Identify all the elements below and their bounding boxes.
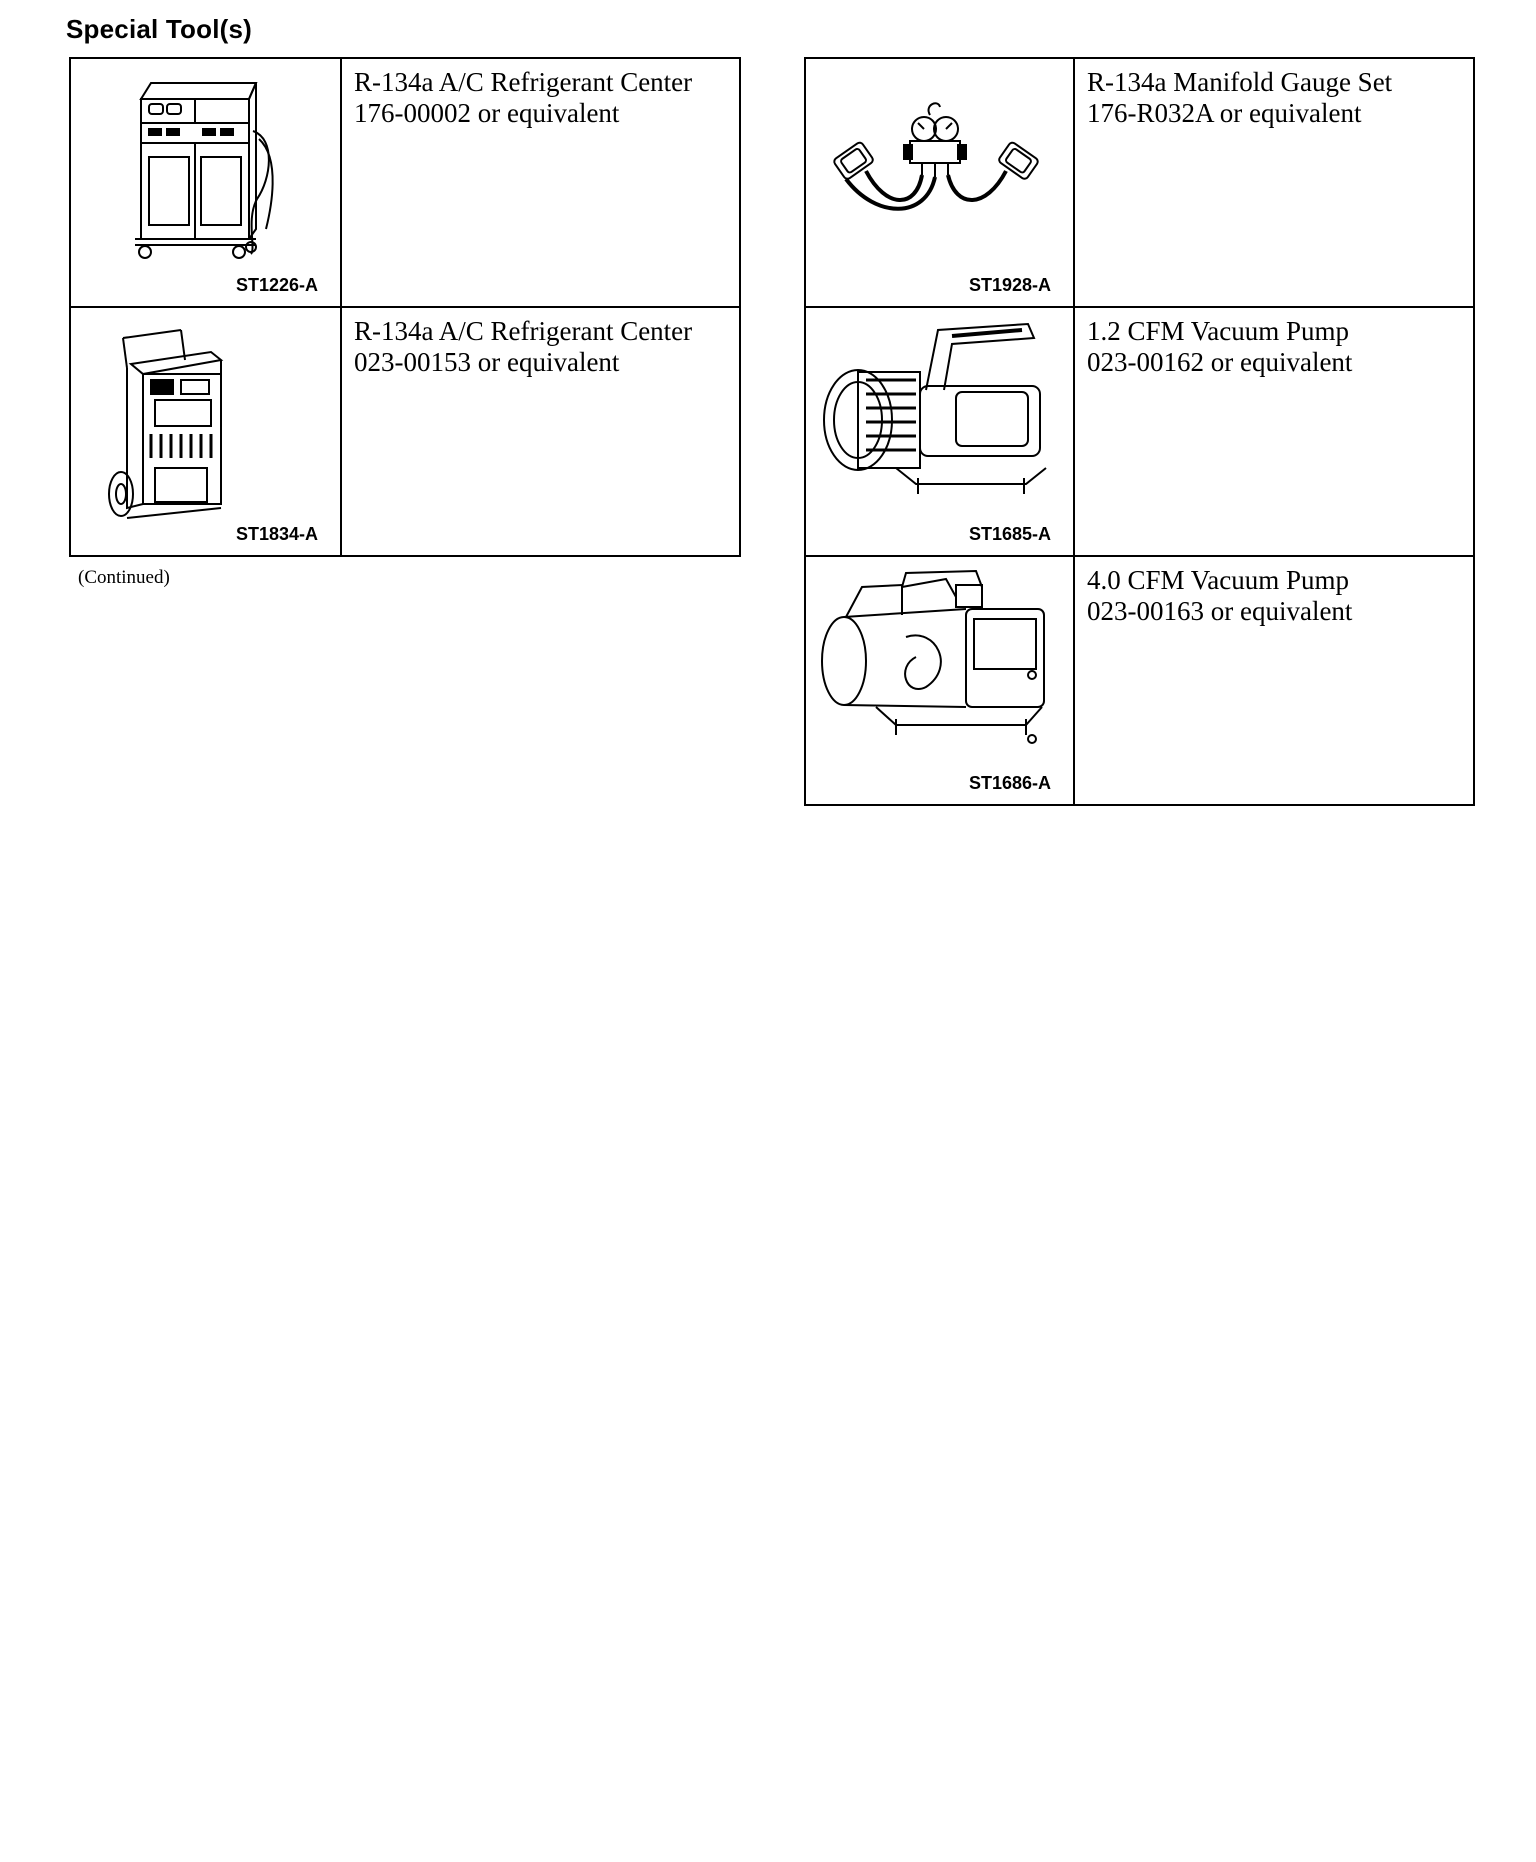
tool-description-cell — [1074, 58, 1474, 307]
tool-row — [805, 58, 1474, 307]
tool-name: R-134a A/C Refrigerant Center — [354, 316, 693, 346]
special-tools-table-left — [69, 57, 741, 557]
tool-illustration-cell — [70, 58, 341, 307]
tool-name: R-134a A/C Refrigerant Center — [354, 67, 693, 97]
vacuum-pump-icon — [806, 308, 1073, 555]
tool-illustration-cell — [805, 556, 1074, 805]
figure-code: ST1928-A — [968, 275, 1051, 295]
tool-illustration-cell — [805, 58, 1074, 307]
tool-description-cell — [1074, 556, 1474, 805]
tool-part-number: 023-00162 or equivalent — [1087, 347, 1353, 377]
tool-part-number: 023-00163 or equivalent — [1087, 596, 1353, 626]
manifold-gauge-set-icon — [806, 59, 1073, 306]
page-title: Special Tool(s) — [66, 14, 252, 44]
tool-name: 4.0 CFM Vacuum Pump — [1087, 565, 1350, 595]
tool-row — [805, 307, 1474, 556]
tool-illustration-cell — [805, 307, 1074, 556]
tool-part-number: 176-00002 or equivalent — [354, 98, 620, 128]
refrigerant-center-cabinet-icon — [71, 59, 340, 306]
tool-description-cell — [1074, 307, 1474, 556]
special-tools-table-right — [804, 57, 1475, 806]
figure-code: ST1226-A — [235, 275, 318, 295]
tool-description-cell — [341, 307, 740, 556]
tool-illustration-cell — [70, 307, 341, 556]
tool-description-cell — [341, 58, 740, 307]
tool-row — [70, 307, 740, 556]
tool-row — [70, 58, 740, 307]
continued-note: (Continued) — [78, 567, 170, 588]
refrigerant-center-cart-icon — [71, 308, 340, 555]
tool-name: R-134a Manifold Gauge Set — [1087, 67, 1393, 97]
figure-code: ST1834-A — [235, 524, 318, 544]
vacuum-pump-large-icon — [806, 557, 1073, 804]
tool-name: 1.2 CFM Vacuum Pump — [1087, 316, 1350, 346]
figure-code: ST1685-A — [968, 524, 1051, 544]
figure-code: ST1686-A — [968, 773, 1051, 793]
tool-part-number: 176-R032A or equivalent — [1087, 98, 1362, 128]
tool-part-number: 023-00153 or equivalent — [354, 347, 620, 377]
tool-row — [805, 556, 1474, 805]
